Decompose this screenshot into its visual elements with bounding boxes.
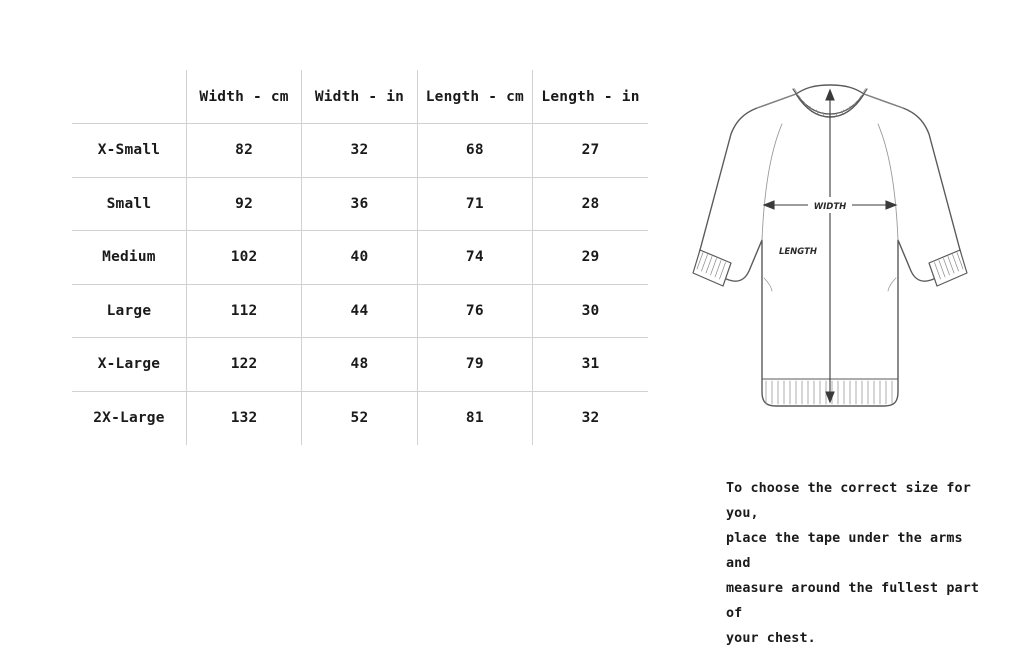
cell-width-in: 36 — [302, 177, 417, 231]
table-row — [72, 284, 648, 338]
table-row — [72, 177, 648, 231]
cell-width-cm: 132 — [186, 391, 301, 445]
row-label-x-large: X-Large — [72, 338, 186, 392]
cell-length-cm: 74 — [417, 231, 532, 285]
cell-length-cm: 71 — [417, 177, 532, 231]
cell-length-cm: 79 — [417, 338, 532, 392]
instruction-line-1: To choose the correct size for you, — [726, 481, 971, 521]
cell-width-in: 32 — [302, 124, 417, 178]
cell-width-in: 48 — [302, 338, 417, 392]
row-label-large: Large — [72, 284, 186, 338]
column-header-length-in: Length - in — [533, 70, 648, 124]
table-row — [72, 391, 648, 445]
row-label-medium: Medium — [72, 231, 186, 285]
cell-length-in: 27 — [533, 124, 648, 178]
column-header-length-cm: Length - cm — [417, 70, 532, 124]
column-header-width-cm: Width - cm — [186, 70, 301, 124]
cell-width-cm: 102 — [186, 231, 301, 285]
cell-width-in: 40 — [302, 231, 417, 285]
column-header-size — [72, 70, 186, 124]
cell-length-cm: 76 — [417, 284, 532, 338]
width-label: WIDTH — [813, 202, 847, 212]
cell-width-cm: 92 — [186, 177, 301, 231]
instruction-line-3: measure around the fullest part of — [726, 581, 980, 621]
garment-illustration — [660, 72, 1000, 442]
instruction-line-4: your chest. — [726, 631, 816, 646]
cell-length-in: 30 — [533, 284, 648, 338]
size-table — [72, 70, 648, 445]
cell-width-cm: 82 — [186, 124, 301, 178]
cell-length-in: 29 — [533, 231, 648, 285]
cell-width-cm: 112 — [186, 284, 301, 338]
cell-width-in: 52 — [302, 391, 417, 445]
cell-length-in: 31 — [533, 338, 648, 392]
cell-length-cm: 68 — [417, 124, 532, 178]
table-row — [72, 124, 648, 178]
length-label: LENGTH — [778, 247, 818, 257]
size-table-header — [72, 70, 648, 124]
cell-length-in: 28 — [533, 177, 648, 231]
table-header-row — [72, 70, 648, 124]
cell-width-in: 44 — [302, 284, 417, 338]
measuring-instructions — [726, 476, 986, 651]
row-label-x-small: X-Small — [72, 124, 186, 178]
cell-length-in: 32 — [533, 391, 648, 445]
row-label-2x-large: 2X-Large — [93, 410, 165, 426]
instruction-line-2: place the tape under the arms and — [726, 531, 963, 571]
size-table-container — [72, 70, 648, 445]
size-table-body — [72, 124, 648, 445]
column-header-width-in: Width - in — [302, 70, 417, 124]
cell-width-cm: 122 — [186, 338, 301, 392]
row-label-small: Small — [72, 177, 186, 231]
cell-length-cm: 81 — [417, 391, 532, 445]
table-row — [72, 231, 648, 285]
table-row — [72, 338, 648, 392]
